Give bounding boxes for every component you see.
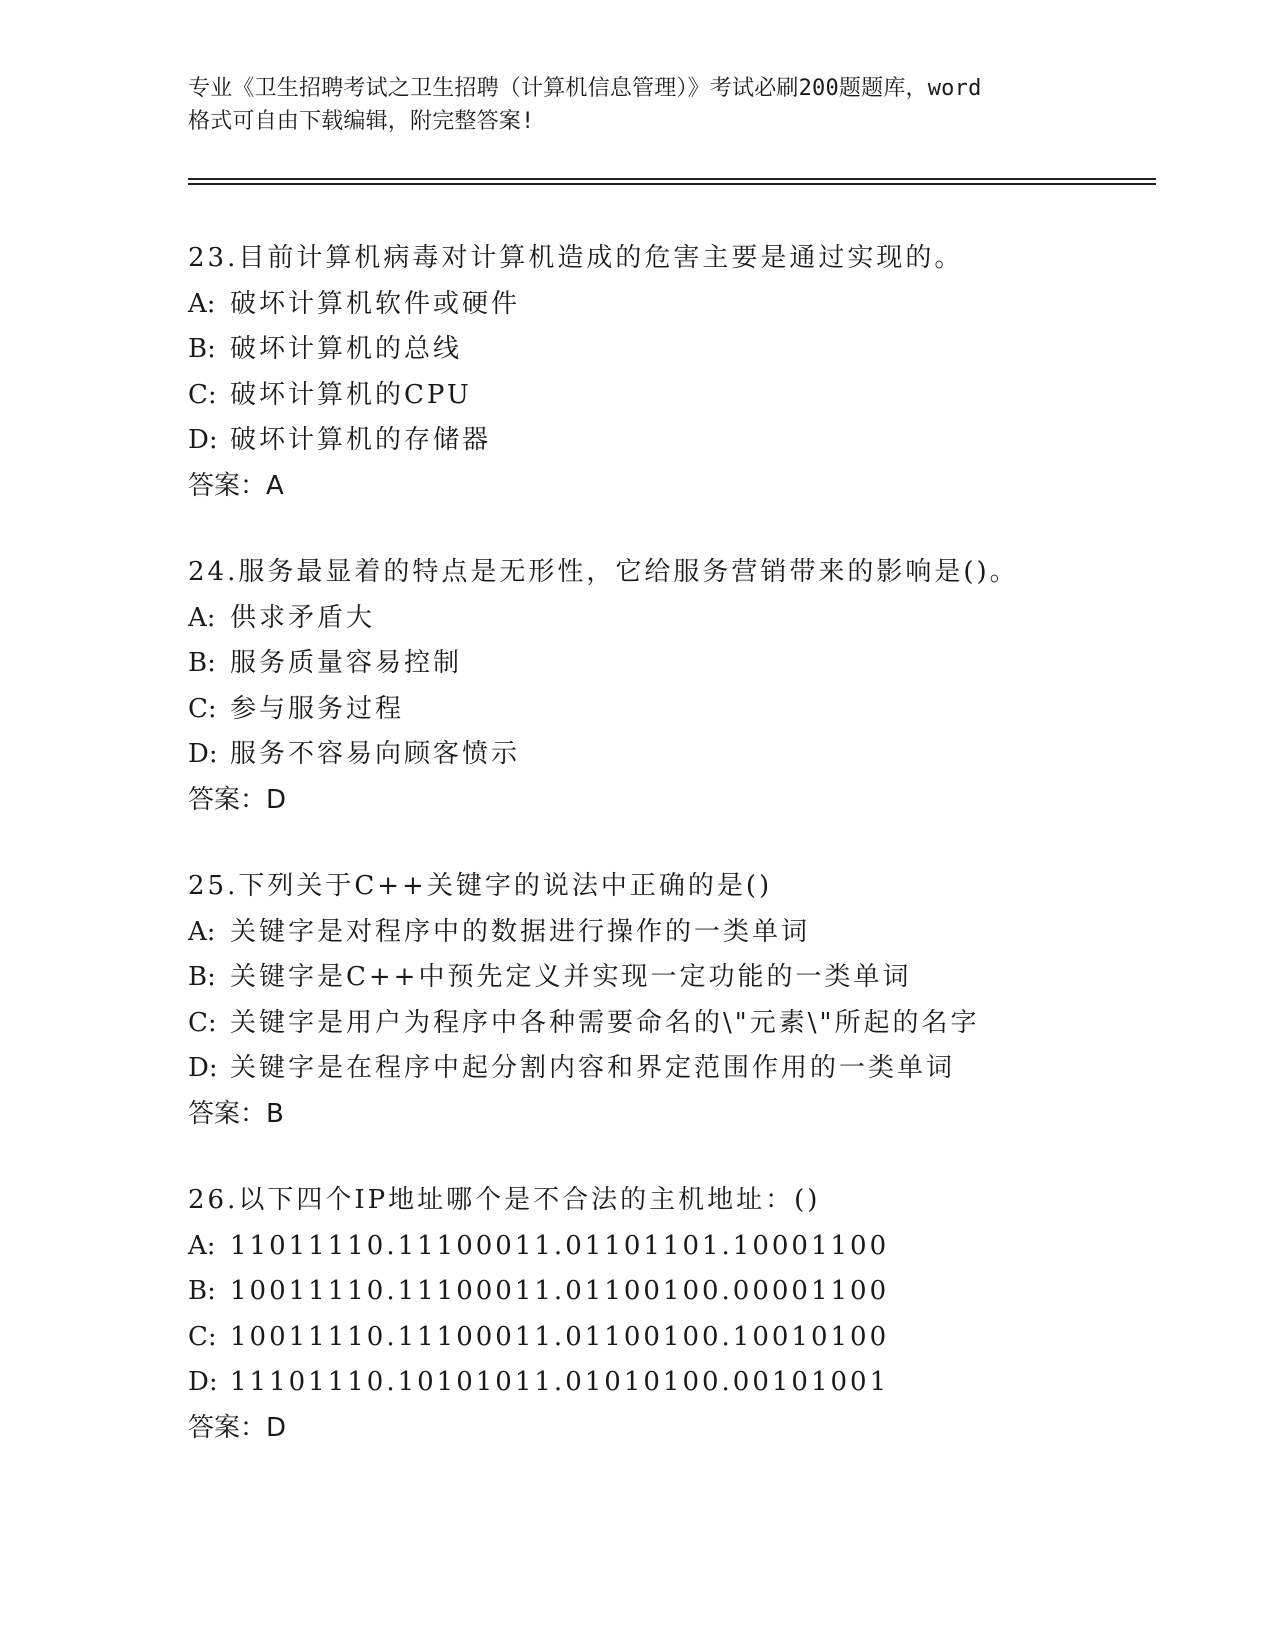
option-text: 破坏计算机的存储器 (230, 425, 492, 455)
option-key: C: (188, 693, 217, 724)
option-a (188, 282, 1188, 328)
option-key: D: (188, 1367, 218, 1397)
question-23 (188, 236, 1188, 509)
option-a (188, 1224, 1188, 1270)
option-b (188, 1269, 1188, 1315)
option-d (188, 1046, 1188, 1092)
option-key: D: (188, 739, 218, 769)
question-stem: 26.以下四个IP地址哪个是不合法的主机地址：() (188, 1185, 821, 1215)
question-stem: 24.服务最显着的特点是无形性，它给服务营销带来的影响是()。 (188, 557, 1019, 587)
option-d (188, 418, 1188, 464)
header-line-2: 格式可自由下载编辑，附完整答案! (188, 109, 535, 134)
option-d (188, 732, 1188, 778)
question-24 (188, 550, 1188, 823)
option-text: 11011110.11100011.01101101.10001100 (230, 1230, 890, 1261)
option-a (188, 910, 1188, 956)
option-text: 服务不容易向顾客愤示 (230, 739, 521, 769)
option-key: C: (188, 379, 217, 410)
option-key: D: (188, 1053, 218, 1083)
option-key: C: (188, 1321, 217, 1352)
answer: 答案：A (188, 470, 284, 501)
option-key: A: (188, 1230, 216, 1261)
option-key: A: (188, 288, 216, 319)
question-26 (188, 1178, 1188, 1451)
option-key: B: (188, 648, 216, 678)
question-list (188, 236, 1188, 1492)
question-stem: 23.目前计算机病毒对计算机造成的危害主要是通过实现的。 (188, 243, 964, 273)
option-text: 关键字是在程序中起分割内容和界定范围作用的一类单词 (230, 1053, 956, 1083)
option-d (188, 1360, 1188, 1406)
option-c (188, 687, 1188, 733)
option-c (188, 1315, 1188, 1361)
option-text: 服务质量容易控制 (230, 648, 463, 678)
answer: 答案：D (188, 784, 287, 815)
option-text: 10011110.11100011.01100100.00001100 (230, 1276, 890, 1306)
option-text: 破坏计算机的CPU (230, 379, 472, 410)
option-text: 10011110.11100011.01100100.10010100 (230, 1321, 890, 1352)
option-a (188, 596, 1188, 642)
question-25 (188, 864, 1188, 1137)
option-text: 供求矛盾大 (230, 602, 376, 633)
option-text: 关键字是用户为程序中各种需要命名的\"元素\"所起的名字 (230, 1007, 980, 1038)
answer: 答案：B (188, 1098, 284, 1129)
option-b (188, 955, 1188, 1001)
document-header (188, 72, 1088, 138)
option-key: D: (188, 425, 218, 455)
header-line-1: 专业《卫生招聘考试之卫生招聘（计算机信息管理）》考试必刷200题题库，word (188, 76, 982, 101)
option-c (188, 373, 1188, 419)
option-text: 参与服务过程 (230, 693, 405, 724)
option-key: B: (188, 334, 216, 364)
option-text: 关键字是对程序中的数据进行操作的一类单词 (230, 916, 811, 947)
option-text: 破坏计算机软件或硬件 (230, 288, 521, 319)
header-divider-top (188, 178, 1156, 180)
option-c (188, 1001, 1188, 1047)
option-key: A: (188, 916, 216, 947)
option-text: 关键字是C++中预先定义并实现一定功能的一类单词 (230, 962, 912, 992)
option-key: B: (188, 962, 216, 992)
option-text: 11101110.10101011.01010100.00101001 (230, 1367, 890, 1397)
option-b (188, 327, 1188, 373)
answer: 答案：D (188, 1412, 287, 1443)
question-stem: 25.下列关于C++关键字的说法中正确的是() (188, 871, 773, 901)
option-key: B: (188, 1276, 216, 1306)
option-key: A: (188, 602, 216, 633)
option-b (188, 641, 1188, 687)
option-key: C: (188, 1007, 217, 1038)
option-text: 破坏计算机的总线 (230, 334, 463, 364)
header-divider-bottom (188, 183, 1156, 185)
